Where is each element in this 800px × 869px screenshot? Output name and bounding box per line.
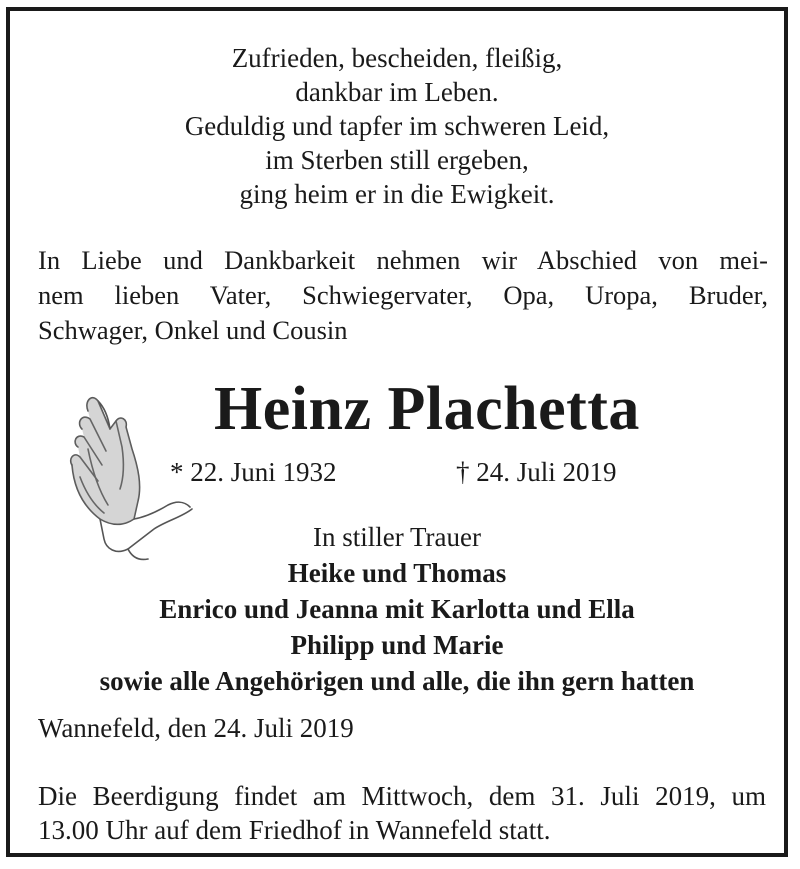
intro-line: nem lieben Vater, Schwiegervater, Opa, Uropa, Bruder, (38, 280, 768, 310)
mourner-line: sowie alle Angehörigen und alle, die ihn gern hatten (99, 666, 695, 696)
birth-date: * 22. Juni 1932 (170, 457, 337, 487)
poem-line: ging heim er in die Ewigkeit. (239, 179, 555, 209)
poem-line: im Sterben still ergeben, (265, 145, 529, 175)
intro-line: In Liebe und Dankbarkeit nehmen wir Abschied von mei- (38, 245, 768, 275)
mourners-heading: In stiller Trauer (313, 522, 481, 552)
poem-line: Geduldig und tapfer im schweren Leid, (184, 111, 610, 141)
poem (10, 41, 784, 211)
mourner-line: Heike und Thomas (287, 558, 507, 588)
intro-line: Schwager, Onkel und Cousin (38, 315, 348, 345)
place-date: Wannefeld, den 24. Juli 2019 (38, 713, 354, 743)
poem-line: Zufrieden, bescheiden, fleißig, (231, 43, 563, 73)
death-date: † 24. Juli 2019 (456, 457, 617, 487)
mourners (10, 519, 784, 699)
deceased-name: Heinz Plachetta (214, 375, 640, 443)
poem-line: dankbar im Leben. (295, 77, 499, 107)
obituary-frame (6, 7, 788, 857)
funeral-notice (38, 779, 766, 847)
intro-text (38, 243, 768, 348)
funeral-line: Die Beerdigung findet am Mittwoch, dem 31. Juli 2019, um (38, 781, 766, 811)
mourner-line: Philipp und Marie (290, 630, 504, 660)
funeral-line: 13.00 Uhr auf dem Friedhof in Wannefeld statt. (38, 815, 551, 845)
mourner-line: Enrico und Jeanna mit Karlotta und Ella (159, 594, 635, 624)
